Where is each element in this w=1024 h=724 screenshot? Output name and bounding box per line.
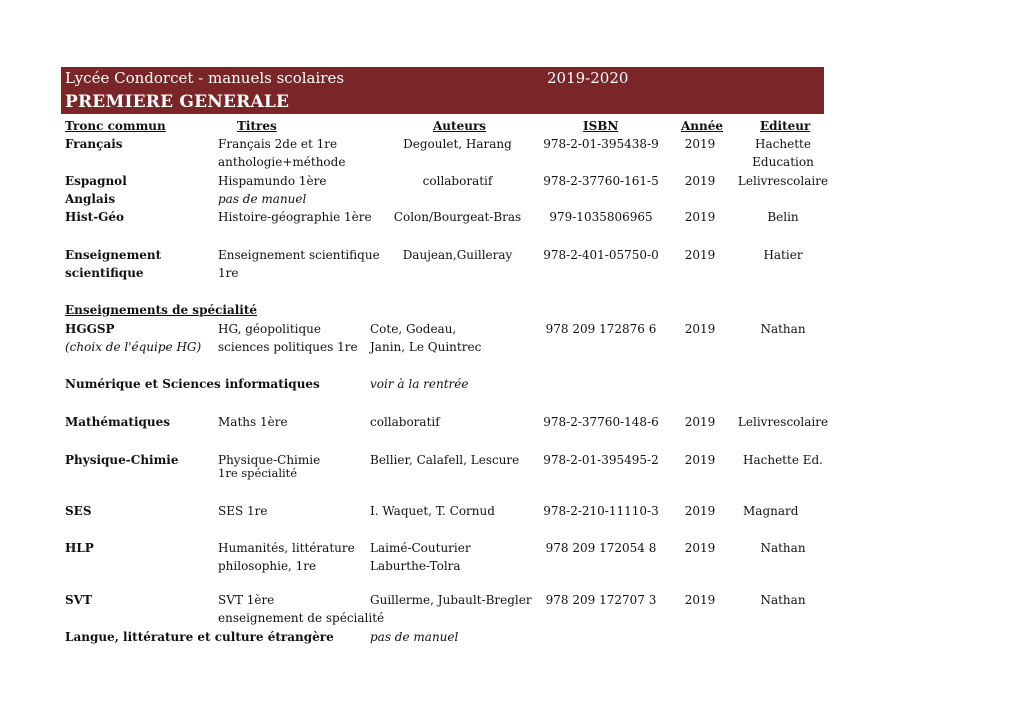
row-subject: Physique-Chimie	[65, 453, 179, 467]
header-banner	[61, 67, 824, 114]
row-isbn: 979-1035806965	[549, 210, 653, 224]
row-publisher-line1: Hatier	[763, 248, 803, 262]
row-subject: Français	[65, 137, 123, 151]
col-editeur: Editeur	[760, 119, 811, 133]
row-subject: SES	[65, 504, 92, 518]
row-title-line2: enseignement de spécialité	[218, 611, 385, 625]
school-title: Lycée Condorcet - manuels scolaires	[65, 69, 345, 87]
row-authors-line2: Janin, Le Quintrec	[370, 340, 482, 354]
row-authors-line1: voir à la rentrée	[370, 377, 469, 391]
row-subject: Mathématiques	[65, 415, 171, 429]
row-title-line2: sciences politiques 1re	[218, 340, 358, 354]
row-title-line1: pas de manuel	[218, 192, 307, 206]
row-subject-line2: scientifique	[65, 266, 144, 280]
row-subject: Langue, littérature et culture étrangère	[65, 630, 334, 644]
row-publisher: Nathan	[760, 322, 806, 336]
row-authors-line1: I. Waquet, T. Cornud	[370, 504, 495, 518]
row-title-line1: Maths 1ère	[218, 415, 288, 429]
row-isbn: 978-2-01-395495-2	[543, 453, 659, 467]
section-heading-specialite: Enseignements de spécialité	[65, 303, 258, 317]
row-year: 2019	[684, 593, 716, 607]
row-publisher-line1: Hachette	[755, 137, 811, 151]
row-title-line1: SVT 1ère	[218, 593, 275, 607]
col-isbn: ISBN	[583, 119, 619, 133]
row-year: 2019	[684, 504, 716, 518]
row-authors-line1: collaboratif	[370, 415, 440, 429]
row-isbn: 978-2-401-05750-0	[543, 248, 659, 262]
row-publisher: Magnard	[743, 504, 799, 518]
row-subject: HLP	[65, 541, 94, 555]
level-title: PREMIERE GENERALE	[65, 92, 290, 112]
row-publisher-line1: Lelivrescolaire	[737, 174, 829, 188]
row-title-line1: Enseignement scientifique	[218, 248, 380, 262]
row-subject: Espagnol	[65, 174, 127, 188]
row-subject-line1: Enseignement	[65, 248, 162, 262]
row-authors: Colon/Bourgeat-Bras	[393, 210, 522, 224]
row-isbn: 978 209 172876 6	[545, 322, 657, 336]
row-subject-note: (choix de l'équipe HG)	[65, 340, 202, 354]
row-year: 2019	[684, 322, 716, 336]
row-subject: Numérique et Sciences informatiques	[65, 377, 320, 391]
row-year: 2019	[684, 210, 716, 224]
row-isbn: 978-2-37760-161-5	[543, 174, 659, 188]
col-annee: Année	[681, 119, 724, 133]
row-authors-line1: pas de manuel	[370, 630, 459, 644]
col-auteurs: Auteurs	[433, 119, 487, 133]
row-title-line1: Histoire-géographie 1ère	[218, 210, 372, 224]
row-year: 2019	[684, 137, 716, 151]
row-publisher: Nathan	[760, 541, 806, 555]
row-subject: SVT	[65, 593, 92, 607]
row-publisher: Hachette Ed.	[743, 453, 823, 467]
row-title-line1: HG, géopolitique	[218, 322, 322, 336]
row-subject: HGGSP	[65, 322, 115, 336]
row-authors-line1: Laimé-Couturier	[370, 541, 471, 555]
row-year: 2019	[684, 248, 716, 262]
col-tronc: Tronc commun	[65, 119, 166, 133]
row-isbn: 978 209 172054 8	[545, 541, 657, 555]
row-publisher: Lelivrescolaire	[737, 415, 829, 429]
row-authors-line2: Laburthe-Tolra	[370, 559, 461, 573]
row-title-line1: Physique-Chimie	[218, 453, 321, 467]
school-year: 2019-2020	[547, 69, 629, 87]
row-isbn: 978-2-37760-148-6	[543, 415, 659, 429]
row-title-line2: 1re	[218, 266, 239, 280]
row-isbn: 978-2-210-11110-3	[543, 504, 659, 518]
row-publisher: Nathan	[760, 593, 806, 607]
row-title-line1: Humanités, littérature	[218, 541, 355, 555]
row-title-line1: SES 1re	[218, 504, 268, 518]
row-publisher-line2: Education	[752, 155, 814, 169]
row-subject: Hist-Géo	[65, 210, 125, 224]
row-year: 2019	[684, 541, 716, 555]
row-year: 2019	[684, 453, 716, 467]
row-authors: Daujean,Guilleray	[402, 248, 513, 262]
row-authors-line1: Bellier, Calafell, Lescure	[370, 453, 520, 467]
row-title-line2: philosophie, 1re	[218, 559, 317, 573]
col-titres: Titres	[237, 119, 277, 133]
row-authors-line1: Guillerme, Jubault-Bregler	[370, 593, 532, 607]
row-isbn: 978-2-01-395438-9	[543, 137, 659, 151]
row-authors-line1: Cote, Godeau,	[370, 322, 457, 336]
row-authors: Degoulet, Harang	[403, 137, 512, 151]
row-subject: Anglais	[65, 192, 116, 206]
row-year: 2019	[684, 415, 716, 429]
row-authors: collaboratif	[422, 174, 493, 188]
row-publisher-line1: Belin	[767, 210, 799, 224]
row-year: 2019	[684, 174, 716, 188]
row-title-line2: 1re spécialité	[218, 466, 298, 480]
row-isbn: 978 209 172707 3	[545, 593, 657, 607]
row-title-line2: anthologie+méthode	[218, 155, 346, 169]
row-title-line1: Français 2de et 1re	[218, 137, 338, 151]
row-title-line1: Hispamundo 1ère	[218, 174, 327, 188]
